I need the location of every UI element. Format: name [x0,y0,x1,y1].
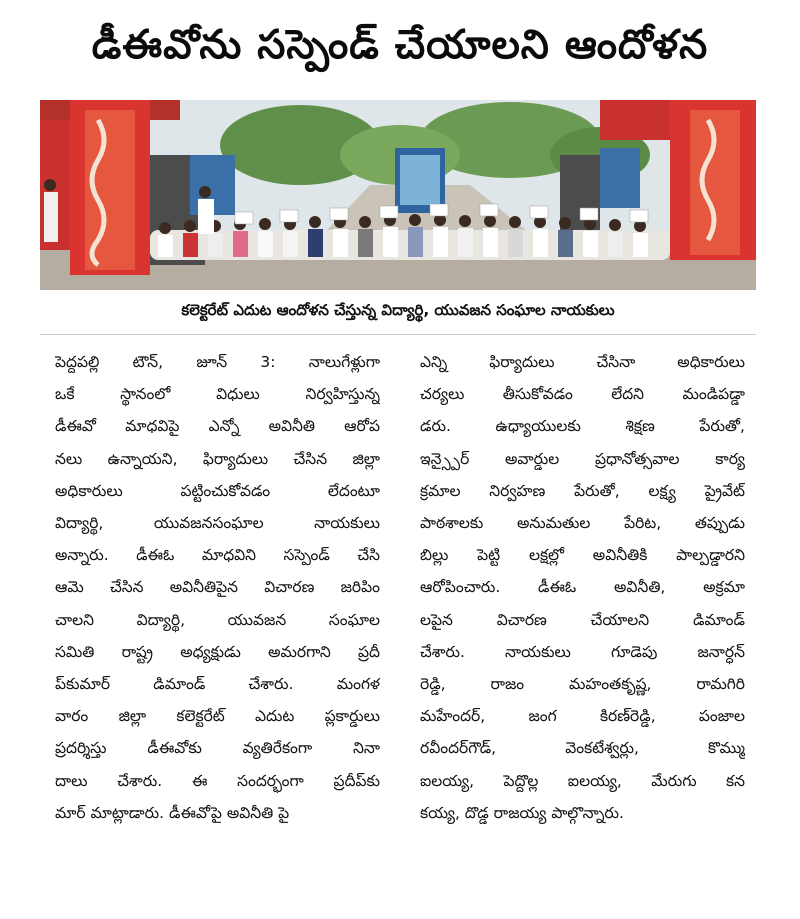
article-column-2 [420,346,745,829]
article-line: డరు. ఉధ్యాయులకు శిక్షణ పేరుతో, [420,417,745,436]
headline: డీఈవోను సస్పెండ్‌ చేయాలని ఆందోళన [91,22,709,68]
article-line: సమితి రాష్ట్ర అధ్యక్షుడు అమరగాని ప్రదీ [55,642,380,661]
article-line: లపైన విచారణ చేయాలని డిమాండ్‌ [420,610,745,629]
article-line: ఎన్ని ఫిర్యాదులు చేసినా అధికారులు [420,353,745,371]
article-line: చేశారు. నాయకులు గూడెపు జనార్ధన్‌ [420,642,745,661]
article-line: రవీందర్‌గౌడ్‌, వెంకటేశ్వర్లు, కొమ్ము [420,739,745,758]
article-line: పాఠశాలకు అనుమతుల పేరిట, తప్పుడు [420,514,745,533]
article-line: అన్నారు. డీఈఓ మాధవిని సస్పెండ్‌ చేసి [55,546,380,565]
article-line: ప్రదర్శిస్తు డీఈవోకు వ్యతిరేకంగా నినా [55,739,380,758]
photo-caption: కలెక్టరేట్‌ ఎదుట ఆందోళన చేస్తున్న విద్యార్థి, యువజన సంఘాల నాయకులు [181,301,615,319]
article-line: అధికారులు పట్టించుకోవడం లేదంటూ [55,481,380,500]
article-line: రెడ్డి, రాజం మహంతకృష్ణ, రామగిరి [420,675,745,694]
article-line: చర్యలు తీసుకోవడం లేదని మండిపడ్డా [420,385,745,404]
article-line: విద్యార్థి, యువజనసంఘాల నాయకులు [55,514,380,533]
article-line: వారం జిల్లా కలెక్టరేట్‌ ఎదుట ప్లకార్డులు [55,707,380,726]
article-line: మార్‌ మాట్లాడారు. డీఈవోపై అవినీతి పై [55,803,290,822]
article-line: కయ్య, దొడ్డ రాజయ్య పాల్గొన్నారు. [420,803,624,822]
article-line: క్రమాల నిర్వహణ పేరుతో, లక్ష్య ప్రైవేట్‌ [420,481,745,500]
article-line: ఇన్స్పైర్‌ అవార్డుల ప్రధానోత్సవాల కార్య [420,449,745,468]
article-line: మహేందర్‌, జంగ కిరణ్‌రెడ్డి, పంజాల [420,707,745,726]
article-line: ఆరోపించారు. డీఈఓ అవినీతి, అక్రమా [420,578,745,597]
article-line: ఆమె చేసిన అవినీతిపైన విచారణ జరిపిం [55,578,380,597]
article-line: బిల్లు పెట్టి లక్షల్లో అవినీతికి పాల్పడ్డారని [420,546,745,565]
article-line: నలు ఉన్నాయని, ఫిర్యాదులు చేసిన జిల్లా [55,449,380,468]
article-column-1 [55,346,380,829]
caption-rule [40,334,756,335]
article-line: దాలు చేశారు. ఈ సందర్భంగా ప్రదీప్‌కు [55,771,380,790]
article-line: డీఈవో మాధవిపై ఎన్నో అవినీతి ఆరోప [55,417,380,436]
protest-photo [40,100,756,290]
article-line: పెద్దపల్లి టౌన్‌, జూన్‌ 3: నాలుగేళ్లుగా [55,353,380,371]
article-line: చాలని విద్యార్థి, యువజన సంఘాల [55,610,380,629]
article-line: ఒకే స్థానంలో విధులు నిర్వహిస్తున్న [55,385,380,404]
article-line: ప్‌కుమార్‌ డిమాండ్‌ చేశారు. మంగళ [55,675,380,694]
article-line: ఐలయ్య, పెద్దొల్ల ఐలయ్య, మేరుగు కన [420,771,745,790]
